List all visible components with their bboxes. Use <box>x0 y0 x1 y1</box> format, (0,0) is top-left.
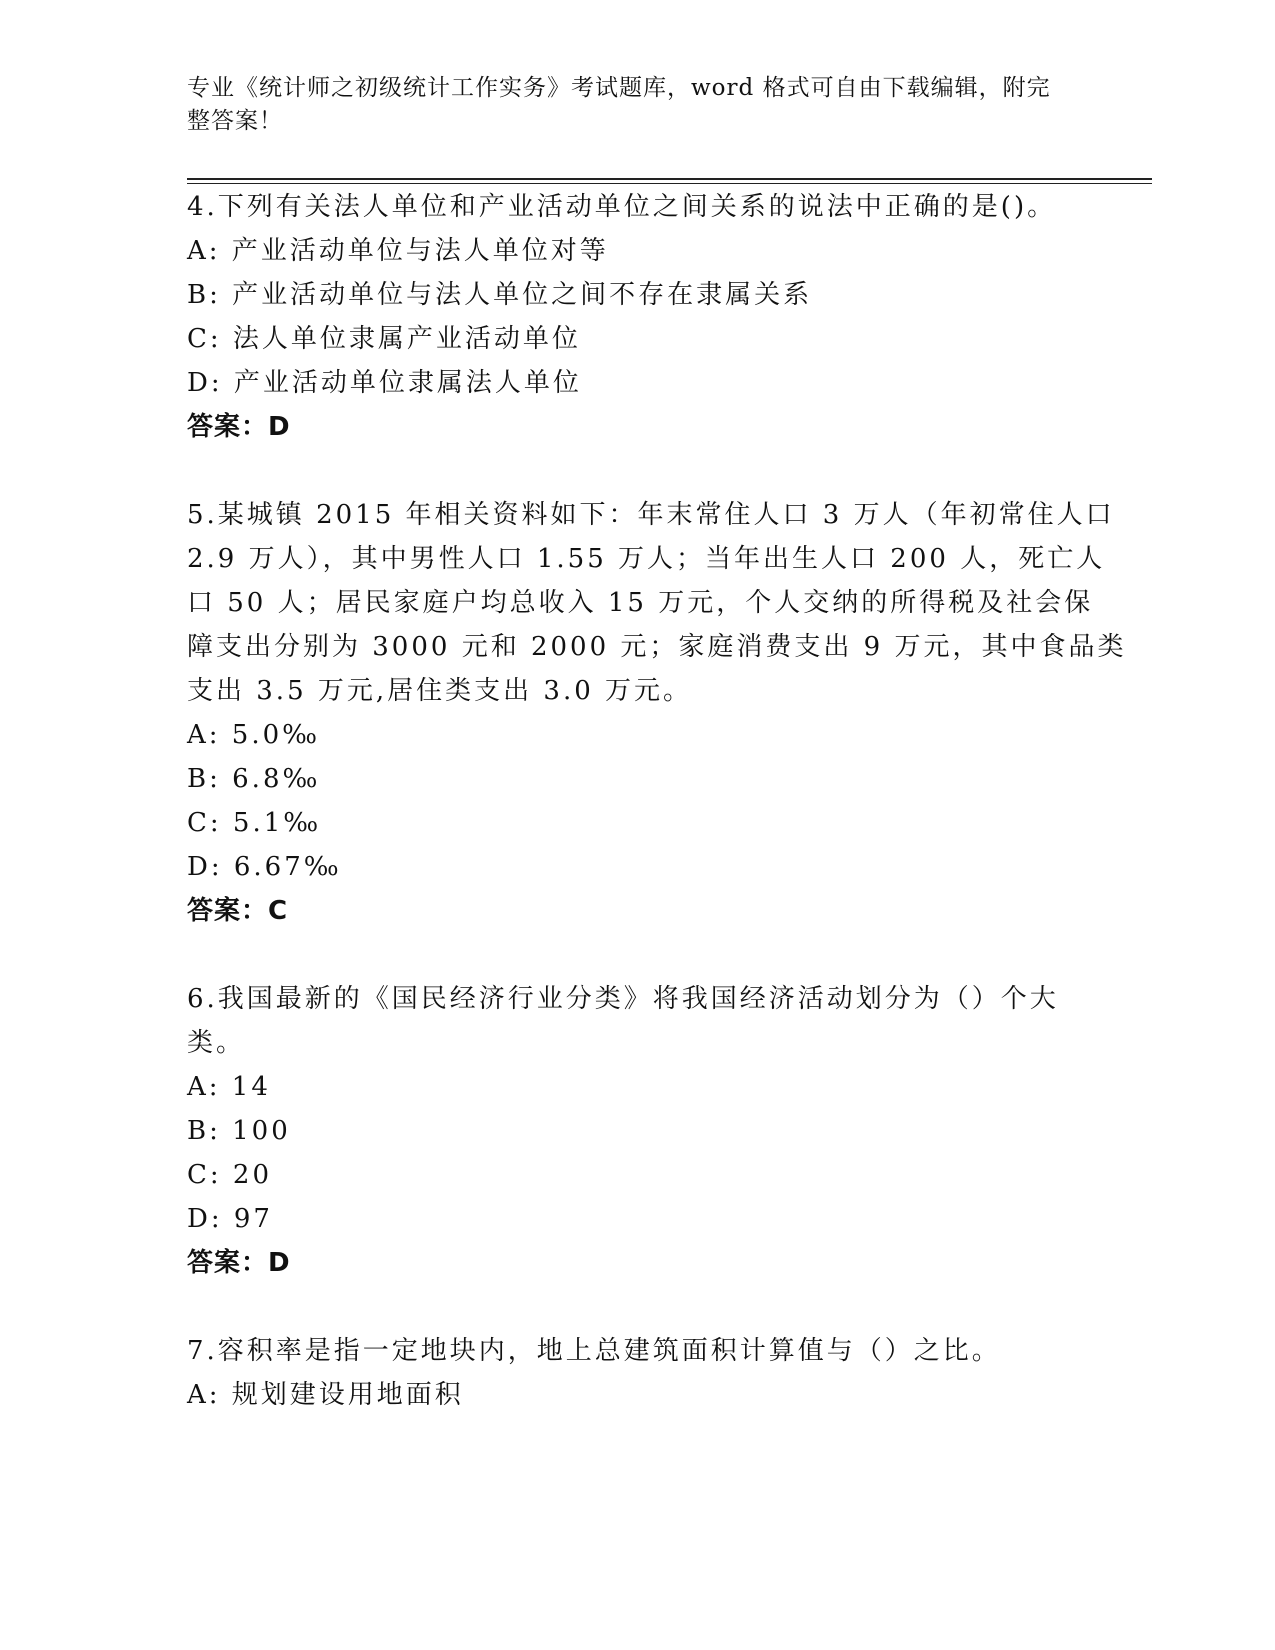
question-4-stem: 4.下列有关法人单位和产业活动单位之间关系的说法中正确的是()。 <box>187 192 1057 222</box>
question-4-option-b: B: 产业活动单位与法人单位之间不存在隶属关系 <box>187 280 813 310</box>
question-5-stem-line-5: 支出 3.5 万元,居住类支出 3.0 万元。 <box>187 676 693 706</box>
question-4-answer: 答案：D <box>187 412 291 442</box>
question-5-stem-line-4: 障支出分别为 3000 元和 2000 元；家庭消费支出 9 万元，其中食品类 <box>187 632 1127 662</box>
question-7-option-a: A: 规划建设用地面积 <box>187 1380 464 1410</box>
question-5-option-a: A: 5.0‰ <box>187 720 321 750</box>
question-7-stem: 7.容积率是指一定地块内，地上总建筑面积计算值与（）之比。 <box>187 1336 1001 1366</box>
header-divider <box>187 178 1152 180</box>
question-6-option-a: A: 14 <box>187 1072 271 1102</box>
question-6-option-c: C: 20 <box>187 1160 273 1190</box>
question-5-option-c: C: 5.1‰ <box>187 808 322 838</box>
header-line-2: 整答案！ <box>187 108 283 134</box>
question-5-stem-line-2: 2.9 万人），其中男性人口 1.55 万人；当年出生人口 200 人，死亡人 <box>187 544 1106 574</box>
question-6-option-d: D: 97 <box>187 1204 273 1234</box>
question-6-stem-line-2: 类。 <box>187 1028 246 1058</box>
header-line-1: 专业《统计师之初级统计工作实务》考试题库，word 格式可自由下载编辑，附完 <box>187 75 1051 101</box>
question-6-option-b: B: 100 <box>187 1116 291 1146</box>
question-6-answer: 答案：D <box>187 1248 291 1278</box>
question-5-stem-line-1: 5.某城镇 2015 年相关资料如下：年末常住人口 3 万人（年初常住人口 <box>187 500 1115 530</box>
question-5-option-d: D: 6.67‰ <box>187 852 342 882</box>
question-4-option-a: A: 产业活动单位与法人单位对等 <box>187 236 609 266</box>
question-4-option-c: C: 法人单位隶属产业活动单位 <box>187 324 581 354</box>
document-header <box>187 72 1067 138</box>
question-5-answer: 答案：C <box>187 896 289 926</box>
question-6-stem-line-1: 6.我国最新的《国民经济行业分类》将我国经济活动划分为（）个大 <box>187 984 1059 1014</box>
question-4-option-d: D: 产业活动单位隶属法人单位 <box>187 368 582 398</box>
question-5-option-b: B: 6.8‰ <box>187 764 321 794</box>
question-5-stem-line-3: 口 50 人；居民家庭户均总收入 15 万元，个人交纳的所得税及社会保 <box>187 588 1094 618</box>
